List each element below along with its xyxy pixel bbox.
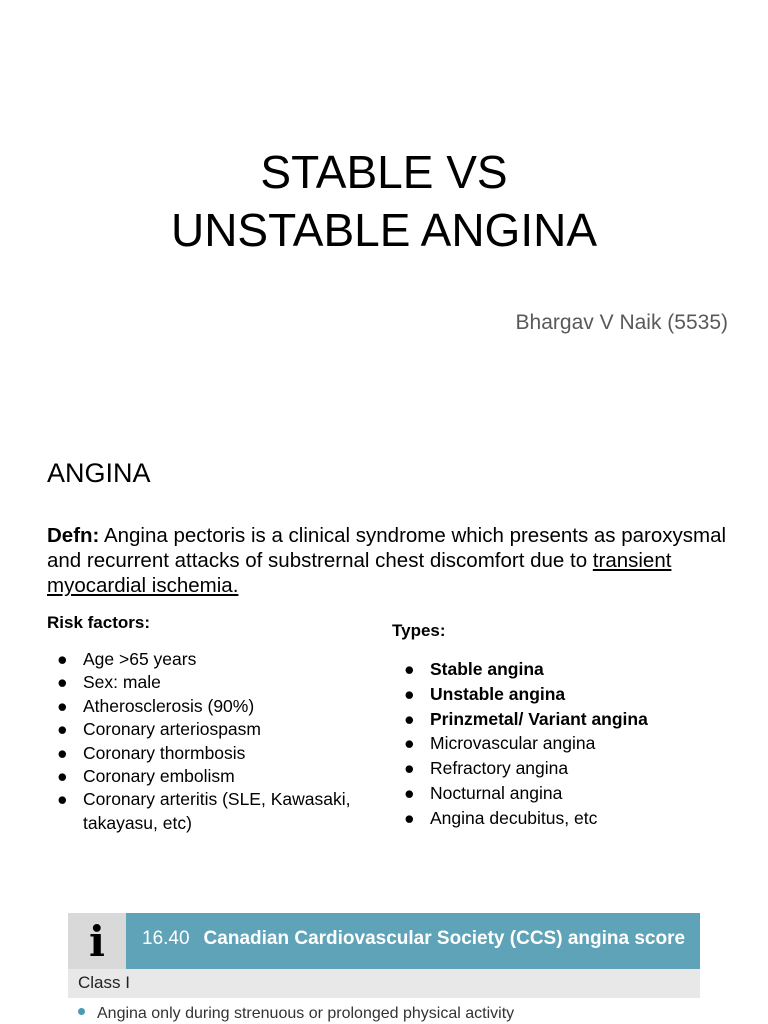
bullet-dot-icon xyxy=(78,1008,85,1015)
list-item-text: Coronary embolism xyxy=(83,766,235,787)
bullet-icon: ● xyxy=(57,789,68,810)
list-item-text: Coronary arteritis (SLE, Kawasaki, takayasu, etc) xyxy=(83,789,351,833)
info-icon xyxy=(68,913,126,969)
bullet-icon: ● xyxy=(57,672,68,693)
list-item xyxy=(47,671,377,694)
list-item-text: Atherosclerosis (90%) xyxy=(83,695,255,716)
ccs-score-table xyxy=(68,913,700,1024)
risk-factors-heading: Risk factors: xyxy=(47,613,150,632)
ccs-class-item xyxy=(78,1005,514,1023)
list-item xyxy=(47,648,377,671)
ccs-class-row xyxy=(68,969,700,998)
list-item xyxy=(394,707,734,732)
bullet-icon: ● xyxy=(57,742,68,763)
types-heading: Types: xyxy=(392,621,446,640)
list-item xyxy=(47,695,377,718)
list-item-text: Nocturnal angina xyxy=(430,782,563,803)
list-item-text: Coronary arteriospasm xyxy=(83,719,261,740)
slide-title xyxy=(0,143,768,259)
list-item xyxy=(47,742,377,765)
bullet-icon: ● xyxy=(57,766,68,787)
info-glyph: i xyxy=(89,916,105,966)
bullet-icon: ● xyxy=(404,807,415,828)
risk-factors-list xyxy=(47,648,377,835)
ccs-table-header xyxy=(68,913,700,969)
bullet-icon: ● xyxy=(404,659,415,679)
ccs-table-title-text: Canadian Cardiovascular Society (CCS) angina score xyxy=(203,928,686,949)
list-item-text: Refractory angina xyxy=(430,758,569,779)
ccs-table-title xyxy=(142,928,685,950)
ccs-table-number: 16.40 xyxy=(142,928,190,949)
list-item-text: Coronary thormbosis xyxy=(83,742,246,763)
ccs-class-item-text: Angina only during strenuous or prolonged physical activity xyxy=(97,1005,515,1022)
ccs-class-label: Class I xyxy=(78,973,130,992)
bullet-icon: ● xyxy=(57,719,68,740)
bullet-icon: ● xyxy=(404,758,415,779)
definition-text: Angina pectoris is a clinical syndrome which presents as paroxysmal and recurrent attacks of substrernal chest discomfort due to xyxy=(47,524,727,572)
list-item xyxy=(394,756,734,781)
definition-paragraph xyxy=(47,523,737,598)
list-item-text: Angina decubitus, etc xyxy=(430,807,598,828)
types-list xyxy=(394,657,734,831)
bullet-icon: ● xyxy=(57,649,68,669)
author-name: Bhargav V Naik (5535) xyxy=(515,311,728,334)
list-item-text: Unstable angina xyxy=(430,683,566,704)
title-line-1: STABLE VS xyxy=(260,146,508,198)
definition-label: Defn: xyxy=(47,524,100,547)
list-item xyxy=(394,682,734,707)
bullet-icon: ● xyxy=(404,733,415,754)
title-line-2: UNSTABLE ANGINA xyxy=(170,204,598,256)
bullet-icon: ● xyxy=(404,683,415,704)
list-item xyxy=(394,806,734,831)
list-item-text: Stable angina xyxy=(430,659,544,679)
bullet-icon: ● xyxy=(57,695,68,716)
list-item xyxy=(394,657,734,682)
list-item xyxy=(394,781,734,806)
list-item xyxy=(47,765,377,788)
definition-underlined-text: transient myocardial ischemia. xyxy=(47,549,672,597)
list-item-text: Sex: male xyxy=(83,672,161,693)
bullet-icon: ● xyxy=(404,708,415,729)
list-item xyxy=(394,731,734,756)
list-item xyxy=(47,788,377,835)
list-item-text: Age >65 years xyxy=(83,649,197,669)
bullet-icon: ● xyxy=(404,782,415,803)
list-item-text: Microvascular angina xyxy=(430,733,596,754)
list-item xyxy=(47,718,377,741)
list-item-text: Prinzmetal/ Variant angina xyxy=(430,708,648,729)
section-heading: ANGINA xyxy=(47,458,151,488)
